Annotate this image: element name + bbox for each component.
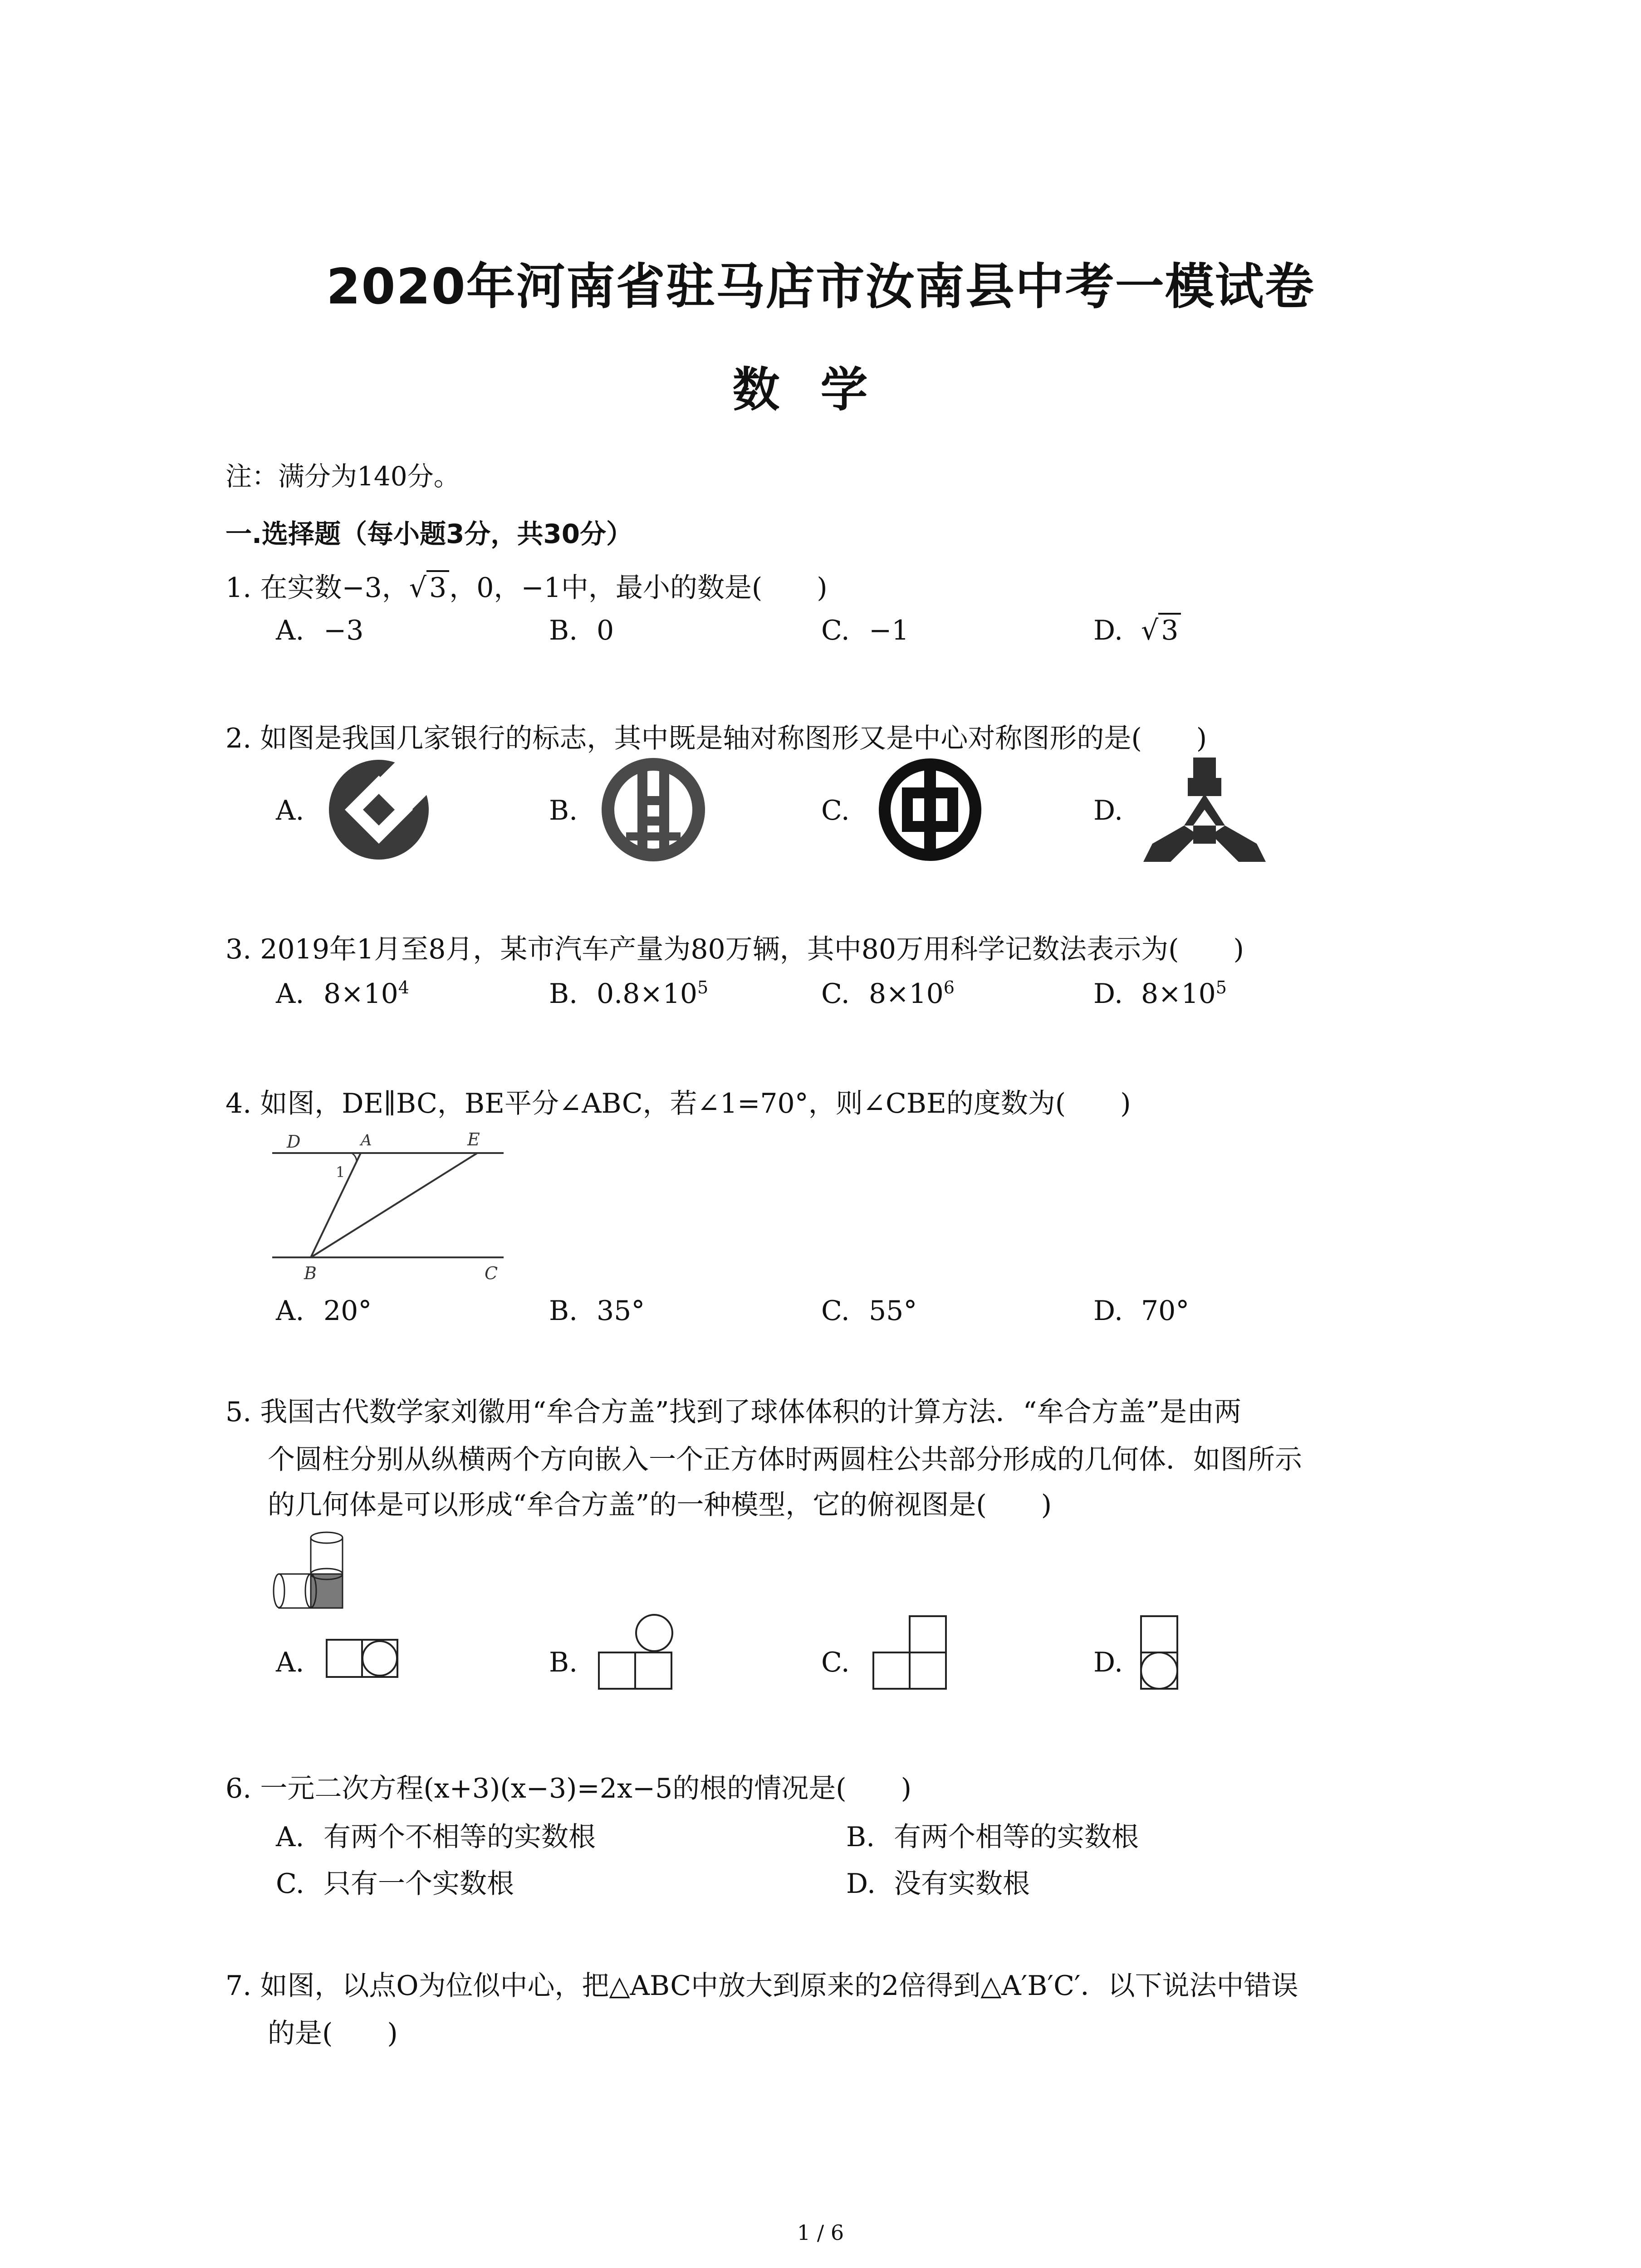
q5-option-b-view[interactable] (594, 1613, 678, 1692)
question-7-line-2: 的是( ) (268, 2018, 398, 2049)
q2-option-c-label[interactable]: C. (821, 795, 850, 826)
question-2 (225, 717, 1207, 756)
radical-sign-icon: √ (409, 572, 427, 604)
question-stem-line-1: 我国古代数学家刘徽用“牟合方盖”找到了球体体积的计算方法．“牟合方盖”是由两 (260, 1396, 1242, 1428)
q3-option-d[interactable]: D. $8\times 10^5$ (1093, 978, 1227, 1010)
question-3 (225, 928, 1244, 967)
radical-sign-icon: √ (1141, 615, 1159, 646)
label-d: D (287, 1132, 301, 1152)
question-number: 7. (225, 1970, 252, 2002)
sqrt-expression: √ 3 (409, 572, 449, 604)
q6-option-c[interactable]: C. 只有一个实数根 (276, 1868, 514, 1900)
question-stem-a: 在实数−3， (260, 572, 409, 604)
q5-option-a-label[interactable]: A. (276, 1647, 304, 1678)
question-5-line-3: 的几何体是可以形成“牟合方盖”的一种模型，它的俯视图是( ) (268, 1489, 1052, 1521)
q5-option-d-view[interactable] (1136, 1613, 1182, 1692)
q3-option-a[interactable]: A. $8\times 10^4$ (276, 978, 409, 1010)
q2-option-b-label[interactable]: B. (549, 795, 578, 826)
label-a: A (361, 1131, 372, 1149)
q1-option-b[interactable]: B. 0 (549, 615, 614, 646)
q2-option-d-label[interactable]: D. (1093, 795, 1123, 826)
question-5 (225, 1390, 1241, 1429)
solid-model-figure (272, 1529, 354, 1619)
question-stem: 如图是我国几家银行的标志，其中既是轴对称图形又是中心对称图形的是( ) (260, 723, 1207, 754)
bank-logo-a-icon[interactable] (322, 753, 436, 866)
question-7 (225, 1964, 1298, 2003)
q4-option-b[interactable]: B. 35° (549, 1295, 645, 1327)
page-number: 1 / 6 (797, 2220, 844, 2245)
q5-option-c-label[interactable]: C. (821, 1647, 850, 1678)
question-number: 2. (225, 723, 252, 754)
question-number: 3. (225, 934, 252, 965)
q5-option-b-label[interactable]: B. (549, 1647, 578, 1678)
question-stem-line-1: 如图，以点O为位似中心，把△ABC中放大到原来的2倍得到△A′B′C′．以下说法中错误 (260, 1970, 1298, 2002)
subject-title: 数学 (732, 362, 909, 417)
q4-option-c[interactable]: C. 55° (821, 1295, 917, 1327)
q3-option-c[interactable]: C. $8\times 10^6$ (821, 978, 955, 1010)
q5-option-c-view[interactable] (867, 1613, 950, 1692)
question-number: 1. (225, 572, 252, 604)
q6-option-a[interactable]: A. 有两个不相等的实数根 (276, 1821, 596, 1853)
bank-logo-c-icon[interactable] (873, 753, 987, 866)
score-note: 注：满分为140分。 (225, 461, 460, 492)
bank-logo-b-icon[interactable] (599, 753, 708, 866)
question-number: 4. (225, 1088, 252, 1119)
bank-logo-d-icon[interactable] (1143, 758, 1266, 866)
label-e: E (467, 1129, 480, 1149)
q1-option-a[interactable]: A. −3 (276, 615, 364, 646)
section-heading: 一.选择题（每小题3分，共30分） (225, 518, 633, 549)
question-number: 6. (225, 1773, 252, 1804)
question-5-line-2: 个圆柱分别从纵横两个方向嵌入一个正方体时两圆柱公共部分形成的几何体．如图所示 (268, 1444, 1302, 1476)
q6-option-d[interactable]: D. 没有实数根 (846, 1868, 1030, 1900)
question-stem-b: ，0，−1中，最小的数是( ) (449, 572, 828, 604)
label-b: B (304, 1263, 317, 1283)
label-c: C (485, 1263, 498, 1283)
question-stem: 2019年1月至8月，某市汽车产量为80万辆，其中80万用科学记数法表示为( ) (260, 934, 1244, 965)
question-6 (225, 1767, 911, 1806)
q2-option-a-label[interactable]: A. (276, 795, 304, 826)
question-stem: 一元二次方程(x+3)(x−3)=2x−5的根的情况是( ) (260, 1773, 912, 1804)
parallel-lines-figure (268, 1125, 513, 1288)
q5-option-d-label[interactable]: D. (1093, 1647, 1123, 1678)
q4-option-d[interactable]: D. 70° (1093, 1295, 1190, 1327)
q5-option-a-view[interactable] (324, 1637, 402, 1681)
q1-option-c[interactable]: C. −1 (821, 615, 909, 646)
question-number: 5. (225, 1396, 252, 1428)
q6-option-b[interactable]: B. 有两个相等的实数根 (846, 1821, 1139, 1853)
question-4 (225, 1082, 1131, 1121)
sqrt-expression: √ 3 (1141, 615, 1181, 646)
question-stem: 如图，DE∥BC，BE平分∠ABC，若∠1=70°，则∠CBE的度数为( ) (260, 1088, 1131, 1119)
question-1 (225, 566, 828, 605)
q3-option-b[interactable]: B. $0.8\times 10^5$ (549, 978, 709, 1010)
page-title: 2020年河南省驻马店市汝南县中考一模试卷 (326, 259, 1315, 315)
q4-option-a[interactable]: A. 20° (276, 1295, 372, 1327)
label-angle-1: 1 (336, 1163, 345, 1181)
q1-option-d[interactable]: D. √ 3 (1093, 615, 1181, 646)
